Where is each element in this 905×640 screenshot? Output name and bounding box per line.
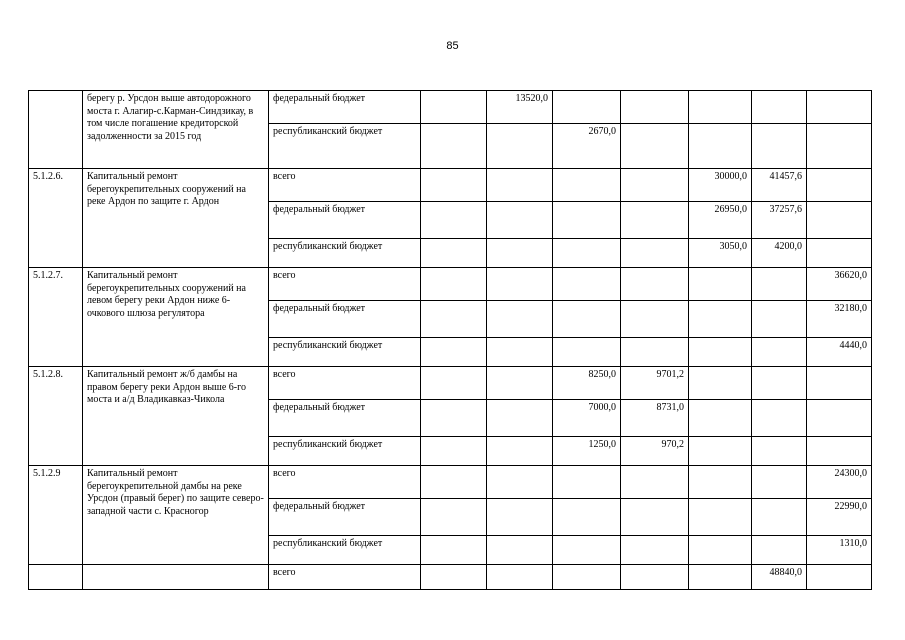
amount-cell (689, 367, 752, 400)
amount-cell (621, 268, 689, 301)
amount-cell (421, 367, 487, 400)
amount-cell (421, 466, 487, 499)
amount-cell (421, 124, 487, 169)
amount-cell (807, 124, 872, 169)
amount-cell (487, 169, 553, 202)
item-title: Капитальный ремонт ж/б дамбы на правом берегу реки Ардон выше 6-го моста и а/д Владикавказ-Чикола (83, 367, 269, 466)
amount-cell: 13520,0 (487, 91, 553, 124)
amount-cell (553, 169, 621, 202)
amount-cell (421, 202, 487, 239)
budget-table-body (29, 91, 872, 590)
item-code: 5.1.2.8. (29, 367, 83, 466)
amount-cell (621, 239, 689, 268)
amount-cell (553, 301, 621, 338)
amount-cell (752, 536, 807, 565)
amount-cell (421, 239, 487, 268)
amount-cell (553, 268, 621, 301)
amount-cell (421, 91, 487, 124)
amount-cell: 41457,6 (752, 169, 807, 202)
amount-cell (553, 338, 621, 367)
amount-cell (752, 466, 807, 499)
amount-cell: 24300,0 (807, 466, 872, 499)
amount-cell (752, 499, 807, 536)
amount-cell: 8250,0 (553, 367, 621, 400)
amount-cell (621, 565, 689, 590)
amount-cell (487, 202, 553, 239)
amount-cell (807, 202, 872, 239)
amount-cell (421, 536, 487, 565)
amount-cell (621, 124, 689, 169)
table-row (29, 169, 872, 202)
funding-source-label: республиканский бюджет (269, 437, 421, 466)
item-title: Капитальный ремонт берегоукрепительной дамбы на реке Урсдон (правый берег) по защите северо-западной части с. Красногор (83, 466, 269, 565)
item-code: 5.1.2.9 (29, 466, 83, 565)
amount-cell: 36620,0 (807, 268, 872, 301)
item-code: 5.1.2.6. (29, 169, 83, 268)
page-number: 85 (446, 40, 459, 52)
amount-cell (807, 400, 872, 437)
amount-cell (487, 367, 553, 400)
amount-cell: 1250,0 (553, 437, 621, 466)
amount-cell (421, 338, 487, 367)
amount-cell (487, 536, 553, 565)
amount-cell (689, 536, 752, 565)
item-code: 5.1.2.7. (29, 268, 83, 367)
amount-cell: 26950,0 (689, 202, 752, 239)
table-row (29, 91, 872, 124)
amount-cell (689, 91, 752, 124)
amount-cell (621, 169, 689, 202)
funding-source-label: всего (269, 367, 421, 400)
funding-source-label: всего (269, 169, 421, 202)
amount-cell: 30000,0 (689, 169, 752, 202)
funding-source-label: всего (269, 466, 421, 499)
table-row (29, 367, 872, 400)
amount-cell (807, 437, 872, 466)
amount-cell (752, 124, 807, 169)
amount-cell (621, 536, 689, 565)
amount-cell (553, 239, 621, 268)
table-row (29, 466, 872, 499)
amount-cell (689, 338, 752, 367)
amount-cell: 4440,0 (807, 338, 872, 367)
amount-cell (689, 565, 752, 590)
amount-cell (621, 301, 689, 338)
item-title: Капитальный ремонт берегоукрепительных сооружений на левом берегу реки Ардон ниже 6- очкового шлюза регулятора (83, 268, 269, 367)
amount-cell: 3050,0 (689, 239, 752, 268)
amount-cell (689, 466, 752, 499)
amount-cell (553, 202, 621, 239)
amount-cell (487, 268, 553, 301)
amount-cell (752, 400, 807, 437)
amount-cell (487, 301, 553, 338)
amount-cell (487, 239, 553, 268)
item-code (29, 91, 83, 169)
amount-cell (621, 499, 689, 536)
amount-cell: 22990,0 (807, 499, 872, 536)
amount-cell (421, 169, 487, 202)
amount-cell (752, 437, 807, 466)
funding-source-label: всего (269, 268, 421, 301)
amount-cell (689, 499, 752, 536)
amount-cell (487, 437, 553, 466)
funding-source-label: республиканский бюджет (269, 338, 421, 367)
amount-cell (689, 268, 752, 301)
amount-cell (487, 499, 553, 536)
table-row (29, 565, 872, 590)
amount-cell (689, 437, 752, 466)
funding-source-label: федеральный бюджет (269, 91, 421, 124)
amount-cell (752, 268, 807, 301)
amount-cell (487, 466, 553, 499)
amount-cell (421, 565, 487, 590)
amount-cell (807, 169, 872, 202)
amount-cell (421, 400, 487, 437)
funding-source-label: республиканский бюджет (269, 239, 421, 268)
amount-cell (621, 91, 689, 124)
amount-cell (487, 565, 553, 590)
funding-source-label: республиканский бюджет (269, 536, 421, 565)
amount-cell (807, 565, 872, 590)
amount-cell (421, 437, 487, 466)
amount-cell: 1310,0 (807, 536, 872, 565)
budget-table (28, 90, 872, 590)
amount-cell: 48840,0 (752, 565, 807, 590)
amount-cell (621, 338, 689, 367)
table-row (29, 268, 872, 301)
amount-cell (689, 301, 752, 338)
amount-cell (752, 367, 807, 400)
amount-cell (807, 239, 872, 268)
funding-source-label: республиканский бюджет (269, 124, 421, 169)
amount-cell: 7000,0 (553, 400, 621, 437)
item-title (83, 565, 269, 590)
amount-cell (621, 202, 689, 239)
amount-cell (487, 124, 553, 169)
funding-source-label: федеральный бюджет (269, 202, 421, 239)
amount-cell (553, 565, 621, 590)
amount-cell: 9701,2 (621, 367, 689, 400)
amount-cell (752, 91, 807, 124)
amount-cell: 37257,6 (752, 202, 807, 239)
amount-cell (421, 301, 487, 338)
amount-cell (689, 400, 752, 437)
item-title: Капитальный ремонт берегоукрепительных сооружений на реке Ардон по защите г. Ардон (83, 169, 269, 268)
amount-cell: 4200,0 (752, 239, 807, 268)
amount-cell (553, 466, 621, 499)
amount-cell (487, 338, 553, 367)
amount-cell (689, 124, 752, 169)
funding-source-label: всего (269, 565, 421, 590)
amount-cell (807, 367, 872, 400)
amount-cell: 2670,0 (553, 124, 621, 169)
amount-cell (553, 536, 621, 565)
amount-cell (421, 499, 487, 536)
funding-source-label: федеральный бюджет (269, 301, 421, 338)
amount-cell (487, 400, 553, 437)
amount-cell (621, 466, 689, 499)
amount-cell (752, 301, 807, 338)
amount-cell (752, 338, 807, 367)
amount-cell (553, 91, 621, 124)
amount-cell: 8731,0 (621, 400, 689, 437)
amount-cell (421, 268, 487, 301)
amount-cell (807, 91, 872, 124)
funding-source-label: федеральный бюджет (269, 499, 421, 536)
funding-source-label: федеральный бюджет (269, 400, 421, 437)
item-code (29, 565, 83, 590)
amount-cell (553, 499, 621, 536)
amount-cell: 970,2 (621, 437, 689, 466)
item-title: берегу р. Урсдон выше автодорожного моста г. Алагир-с.Карман-Синдзикау, в том числе погашение кредиторской задолженности за 2015 год (83, 91, 269, 169)
amount-cell: 32180,0 (807, 301, 872, 338)
